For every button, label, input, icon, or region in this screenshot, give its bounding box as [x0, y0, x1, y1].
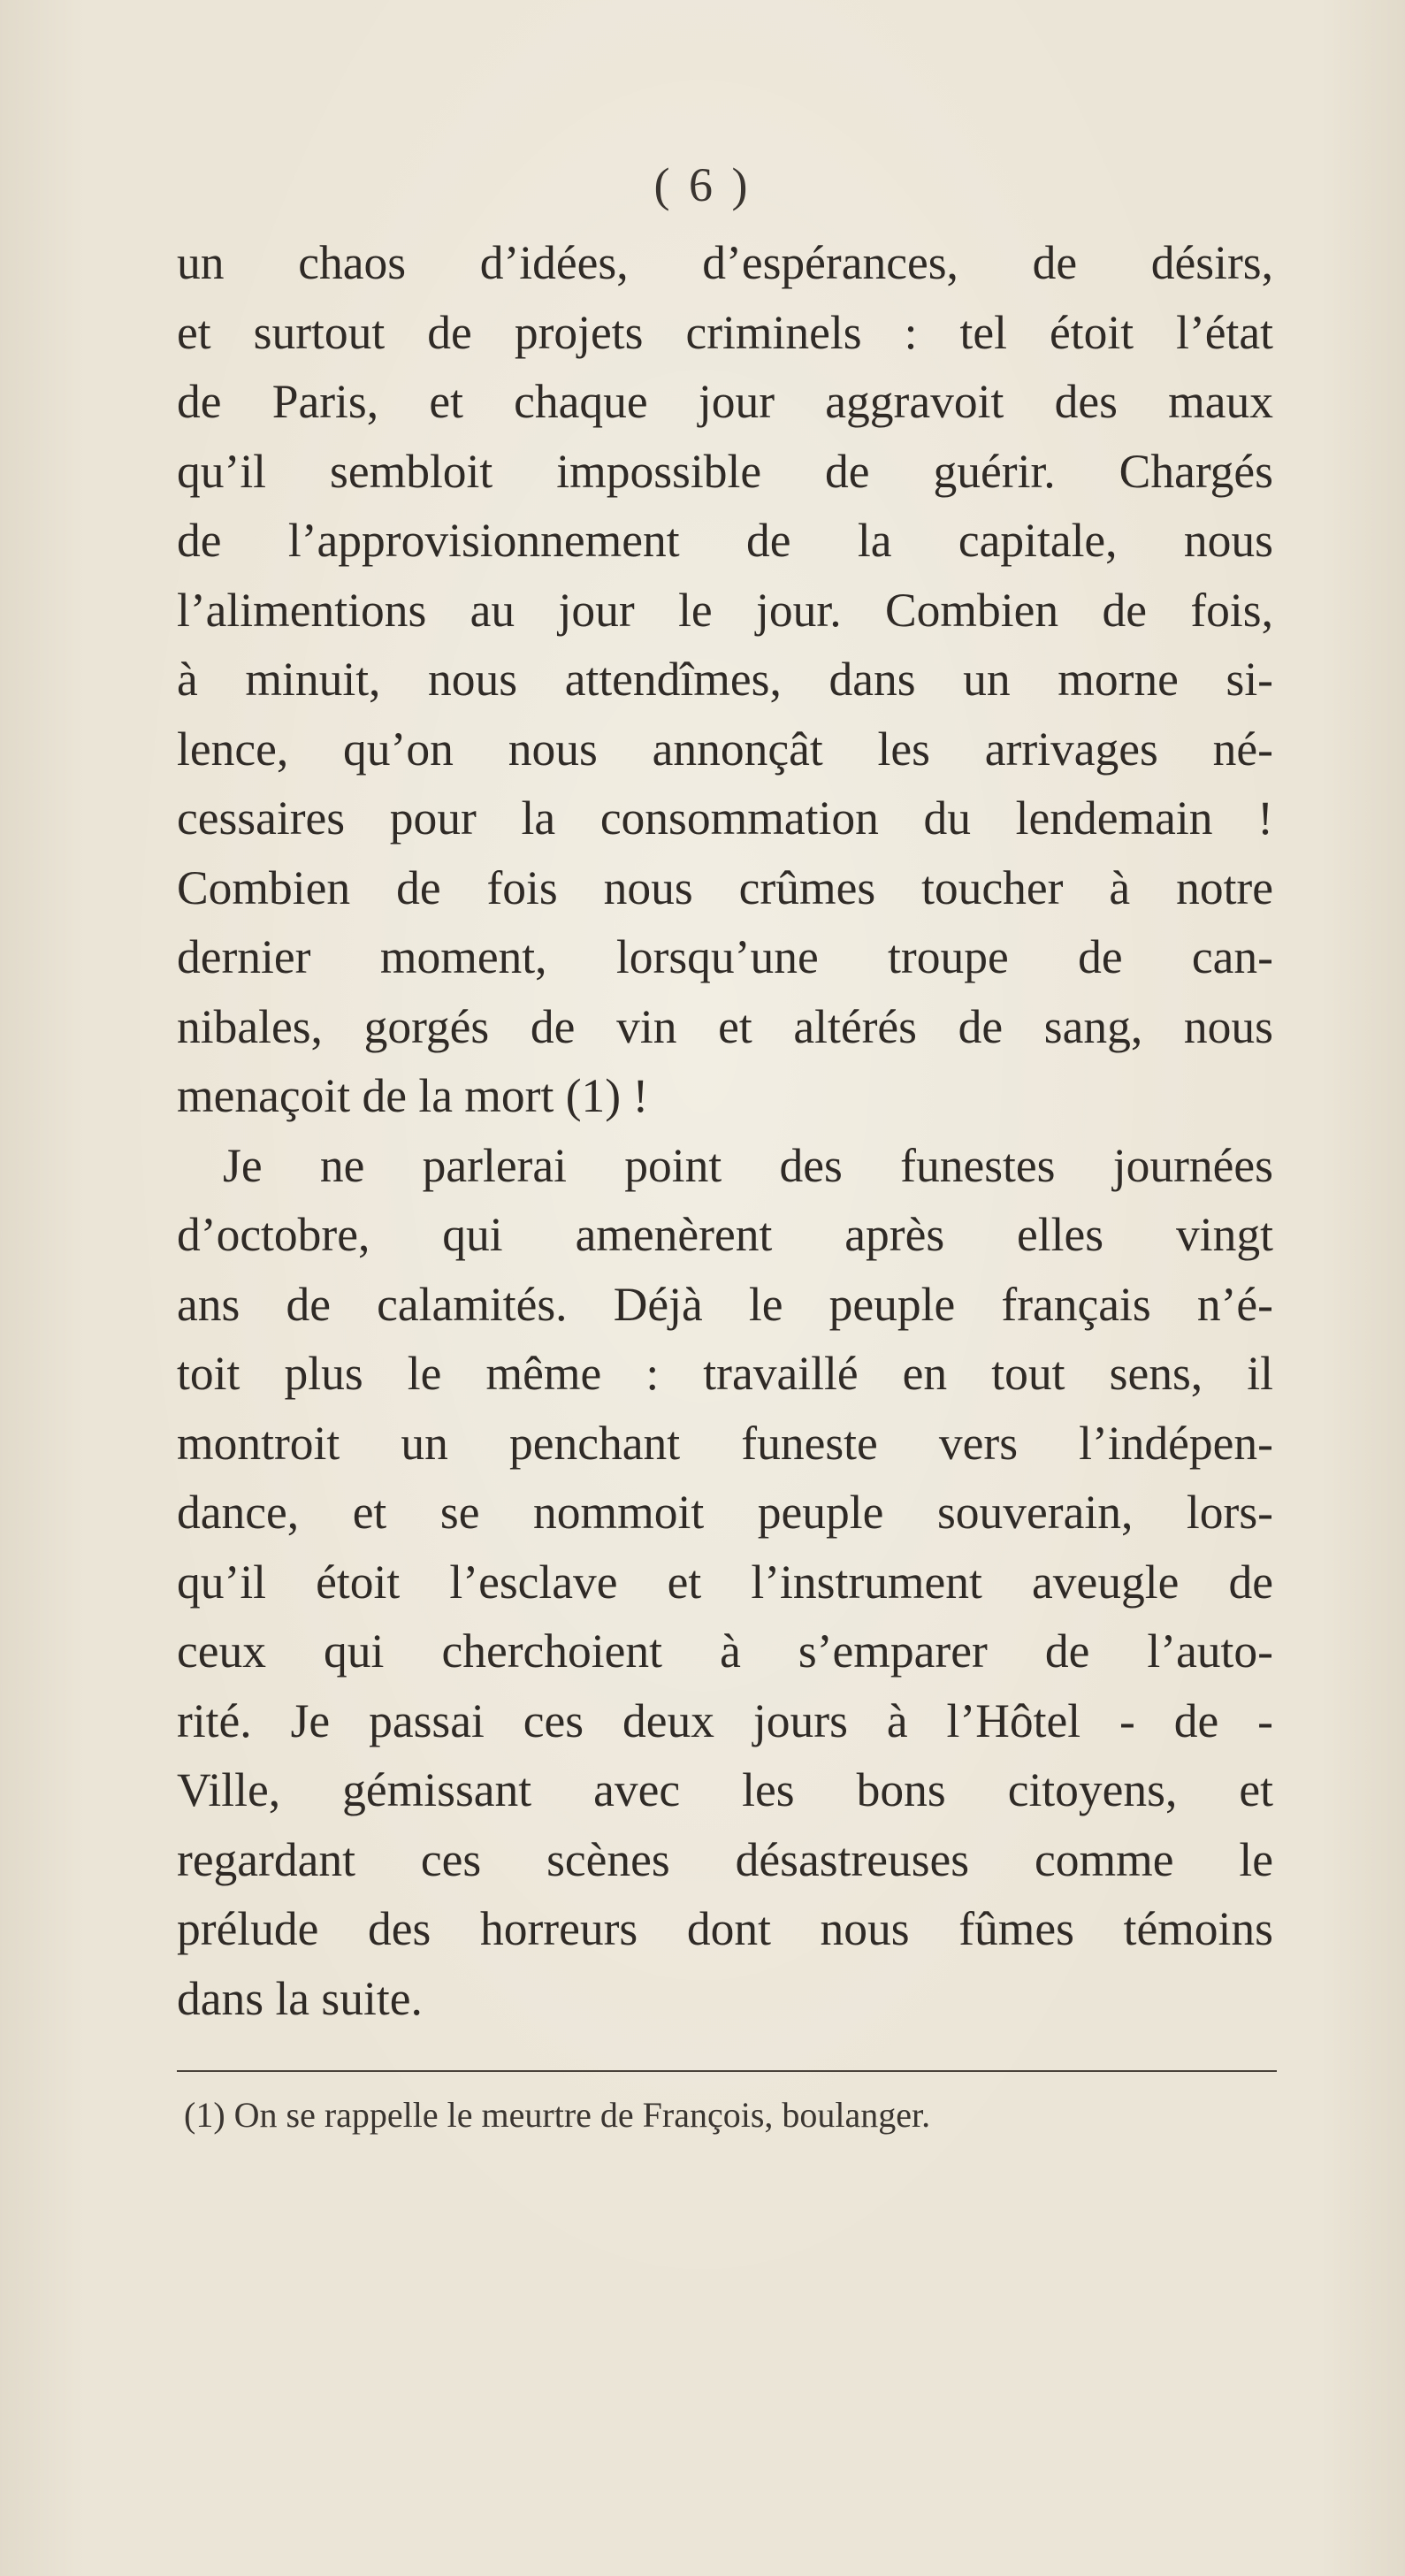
paragraph-start-line: Je ne parlerai point des funestes journées: [223, 1138, 1273, 1192]
text-line: regardant ces scènes désastreuses comme le: [177, 1832, 1273, 1886]
text-line: de Paris, et chaque jour aggravoit des maux: [177, 375, 1273, 428]
text-line: qu’il sembloit impossible de guérir. Chargés: [177, 444, 1273, 498]
text-line: ceux qui cherchoient à s’emparer de l’auto-: [177, 1624, 1273, 1678]
text-line: dernier moment, lorsqu’une troupe de can-: [177, 930, 1273, 983]
text-line: dans la suite.: [177, 1971, 423, 2025]
footnote: (1) On se rappelle le meurtre de François, boulanger.: [184, 2095, 931, 2135]
footnote-divider: [177, 2070, 1277, 2072]
text-line: lence, qu’on nous annonçât les arrivages né-: [177, 722, 1273, 776]
text-line: nibales, gorgés de vin et altérés de sang, nous: [177, 999, 1273, 1053]
text-line: Combien de fois nous crûmes toucher à notre: [177, 860, 1273, 914]
text-line: de l’approvisionnement de la capitale, nous: [177, 514, 1273, 567]
text-line: toit plus le même : travaillé en tout sens, il: [177, 1347, 1273, 1400]
text-line: qu’il étoit l’esclave et l’instrument aveugle de: [177, 1555, 1273, 1609]
text-line: d’octobre, qui amenèrent après elles vingt: [177, 1208, 1273, 1261]
text-line: dance, et se nommoit peuple souverain, lors-: [177, 1486, 1273, 1539]
text-line: rité. Je passai ces deux jours à l’Hôtel - de -: [177, 1693, 1273, 1747]
text-line: cessaires pour la consommation du lendemain !: [177, 791, 1273, 845]
page-number: ( 6 ): [653, 158, 752, 211]
text-line: un chaos d’idées, d’espérances, de désirs,: [177, 236, 1273, 289]
text-line: montroit un penchant funeste vers l’indépen-: [177, 1416, 1273, 1470]
body-text: [177, 228, 1273, 2033]
text-line: ans de calamités. Déjà le peuple français n’é-: [177, 1277, 1273, 1331]
text-line: prélude des horreurs dont nous fûmes témoins: [177, 1902, 1273, 1955]
text-line: et surtout de projets criminels : tel étoit l’état: [177, 305, 1273, 359]
text-line: à minuit, nous attendîmes, dans un morne si-: [177, 653, 1273, 706]
text-line: l’alimentions au jour le jour. Combien de fois,: [177, 583, 1273, 637]
text-line: menaçoit de la mort (1) !: [177, 1069, 649, 1122]
text-line: Ville, gémissant avec les bons citoyens, et: [177, 1763, 1273, 1816]
